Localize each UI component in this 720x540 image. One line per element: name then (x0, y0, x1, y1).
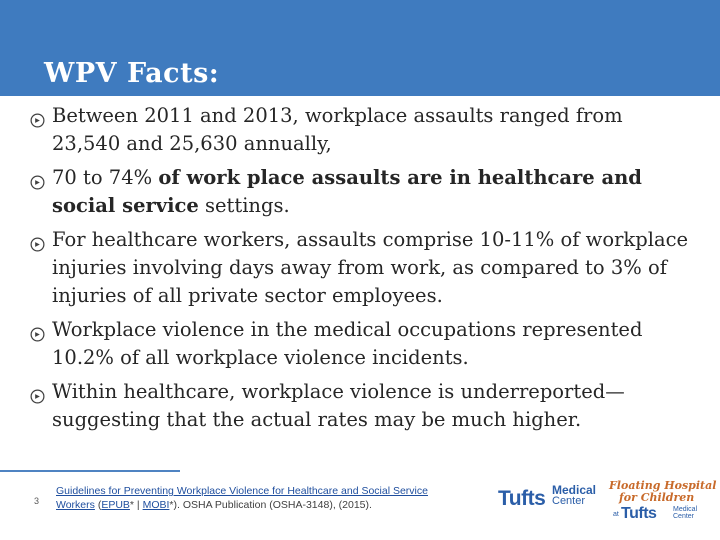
circled-arrow-icon (30, 322, 45, 337)
floating-logo-at: at (613, 511, 619, 518)
tufts-logo-word: Tufts (498, 487, 546, 510)
title-bar (0, 0, 720, 98)
epub-link[interactable]: EPUB (101, 499, 130, 511)
bullet-item (30, 378, 690, 434)
floating-logo-line2: for Children (619, 491, 695, 504)
floating-logo-medical: Medical (673, 506, 698, 513)
bullet-list (30, 102, 690, 440)
footer-divider (0, 470, 180, 472)
circled-arrow-icon (30, 384, 45, 399)
citation-text-c: *). OSHA Publication (OSHA-3148), (2015). (169, 499, 372, 511)
bullet-text: Workplace violence in the medical occupations represented 10.2% of all workplace violence incidents. (52, 318, 643, 369)
citation-text-a: ( (94, 499, 102, 511)
circled-arrow-icon (30, 108, 45, 123)
tufts-logo-subtitle (552, 485, 596, 507)
bullet-item (30, 164, 690, 220)
tufts-logo-center: Center (552, 495, 586, 507)
citation-text-b: * | (129, 499, 143, 511)
bullet-text: settings. (198, 194, 290, 217)
bullet-text: 70 to 74% (52, 166, 159, 189)
floating-logo-tufts: Tufts (621, 505, 657, 522)
floating-logo-center: Center (673, 513, 695, 520)
floating-logo-mc (673, 506, 697, 520)
citation-title-link[interactable]: Guidelines for Preventing Workplace Violence for Healthcare and Social Service Workers (56, 485, 428, 511)
mobi-link[interactable]: MOBI (142, 499, 170, 511)
bullet-item (30, 226, 690, 310)
citation (56, 484, 436, 512)
bullet-text: Within healthcare, workplace violence is underreported—suggesting that the actual rates may be much higher. (52, 380, 625, 431)
bullet-text: Between 2011 and 2013, workplace assaults ranged from 23,540 and 25,630 annually, (52, 104, 623, 155)
slide-title: WPV Facts: (44, 58, 220, 89)
slide-number: 3 (34, 496, 40, 506)
bullet-item (30, 102, 690, 158)
circled-arrow-icon (30, 170, 45, 185)
circled-arrow-icon (30, 232, 45, 247)
bullet-text: For healthcare workers, assaults comprise 10-11% of workplace injuries involving days away from work, as compared to 3% of injuries of all private sector employees. (52, 228, 689, 307)
title-divider (0, 96, 720, 98)
floating-hospital-logo (605, 478, 715, 534)
tufts-medical-center-logo (498, 487, 545, 513)
tufts-logo-medical: Medical (552, 483, 597, 497)
floating-logo-line1: Floating Hospital (609, 479, 717, 492)
bullet-item (30, 316, 690, 372)
bullet-text: of work place assaults are in healthcare and social service (52, 166, 642, 217)
